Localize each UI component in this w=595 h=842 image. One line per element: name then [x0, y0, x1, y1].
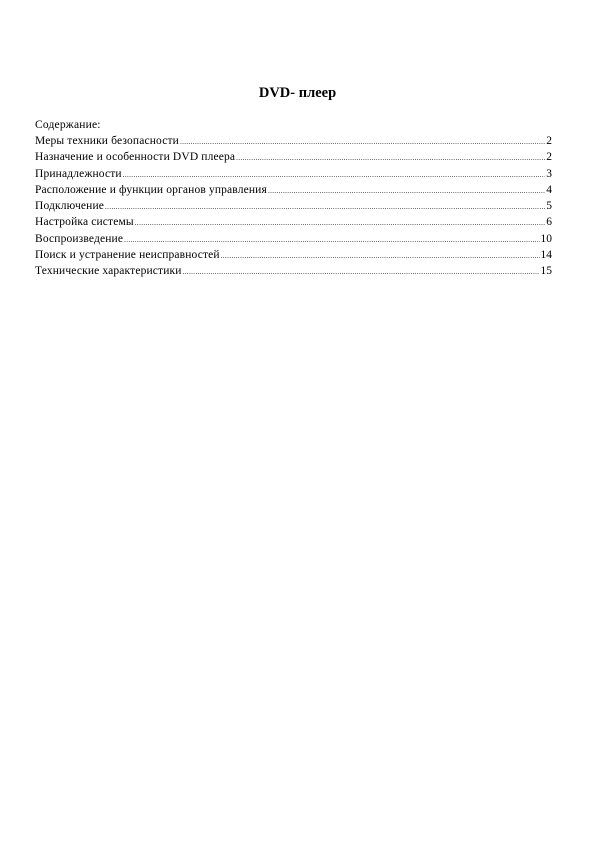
toc-entry-specifications[interactable] — [35, 263, 552, 279]
toc-entry-connection[interactable] — [35, 198, 552, 214]
toc-entry-label: Меры техники безопасности — [35, 135, 179, 147]
toc-entry-page: 2 — [546, 135, 552, 147]
toc-dot-leader — [236, 150, 545, 166]
toc-entry-label: Принадлежности — [35, 167, 122, 180]
toc-heading: Содержание: — [35, 119, 101, 131]
toc-entry-playback[interactable] — [35, 231, 552, 247]
toc-entry-label: Подключение — [35, 200, 105, 213]
toc-entry-page: 6 — [546, 216, 552, 229]
toc-entry-label: Расположение и функции органов управления — [35, 183, 267, 196]
toc-entry-page: 3 — [546, 167, 552, 180]
toc-dot-leader — [180, 134, 545, 150]
toc-entry-page: 15 — [540, 265, 552, 278]
toc-list — [35, 133, 552, 280]
toc-dot-leader — [221, 248, 540, 264]
toc-entry-label: Технические характеристики — [35, 265, 182, 278]
toc-entry-label: Воспроизведение — [35, 232, 124, 245]
document-title: DVD- плеер — [258, 85, 337, 101]
toc-dot-leader — [183, 264, 540, 280]
toc-dot-leader — [105, 199, 545, 215]
toc-entry-troubleshooting[interactable] — [35, 247, 552, 263]
toc-entry-page: 10 — [540, 232, 552, 245]
toc-entry-label: Настройка системы — [35, 216, 134, 229]
toc-dot-leader — [124, 232, 539, 248]
toc-entry-purpose[interactable] — [35, 149, 552, 165]
toc-entry-page: 4 — [546, 183, 552, 196]
toc-entry-page: 5 — [546, 200, 552, 213]
toc-entry-label: Поиск и устранение неисправностей — [35, 249, 220, 262]
toc-entry-page: 2 — [546, 151, 552, 164]
toc-entry-safety[interactable] — [35, 133, 552, 149]
toc-entry-accessories[interactable] — [35, 166, 552, 182]
toc-entry-controls[interactable] — [35, 182, 552, 198]
toc-entry-page: 14 — [540, 249, 552, 262]
toc-entry-label: Назначение и особенности DVD плеера — [35, 151, 236, 164]
toc-dot-leader — [123, 167, 546, 183]
table-of-contents — [35, 117, 552, 280]
toc-entry-setup[interactable] — [35, 214, 552, 230]
toc-dot-leader — [135, 215, 545, 231]
toc-dot-leader — [268, 183, 545, 199]
